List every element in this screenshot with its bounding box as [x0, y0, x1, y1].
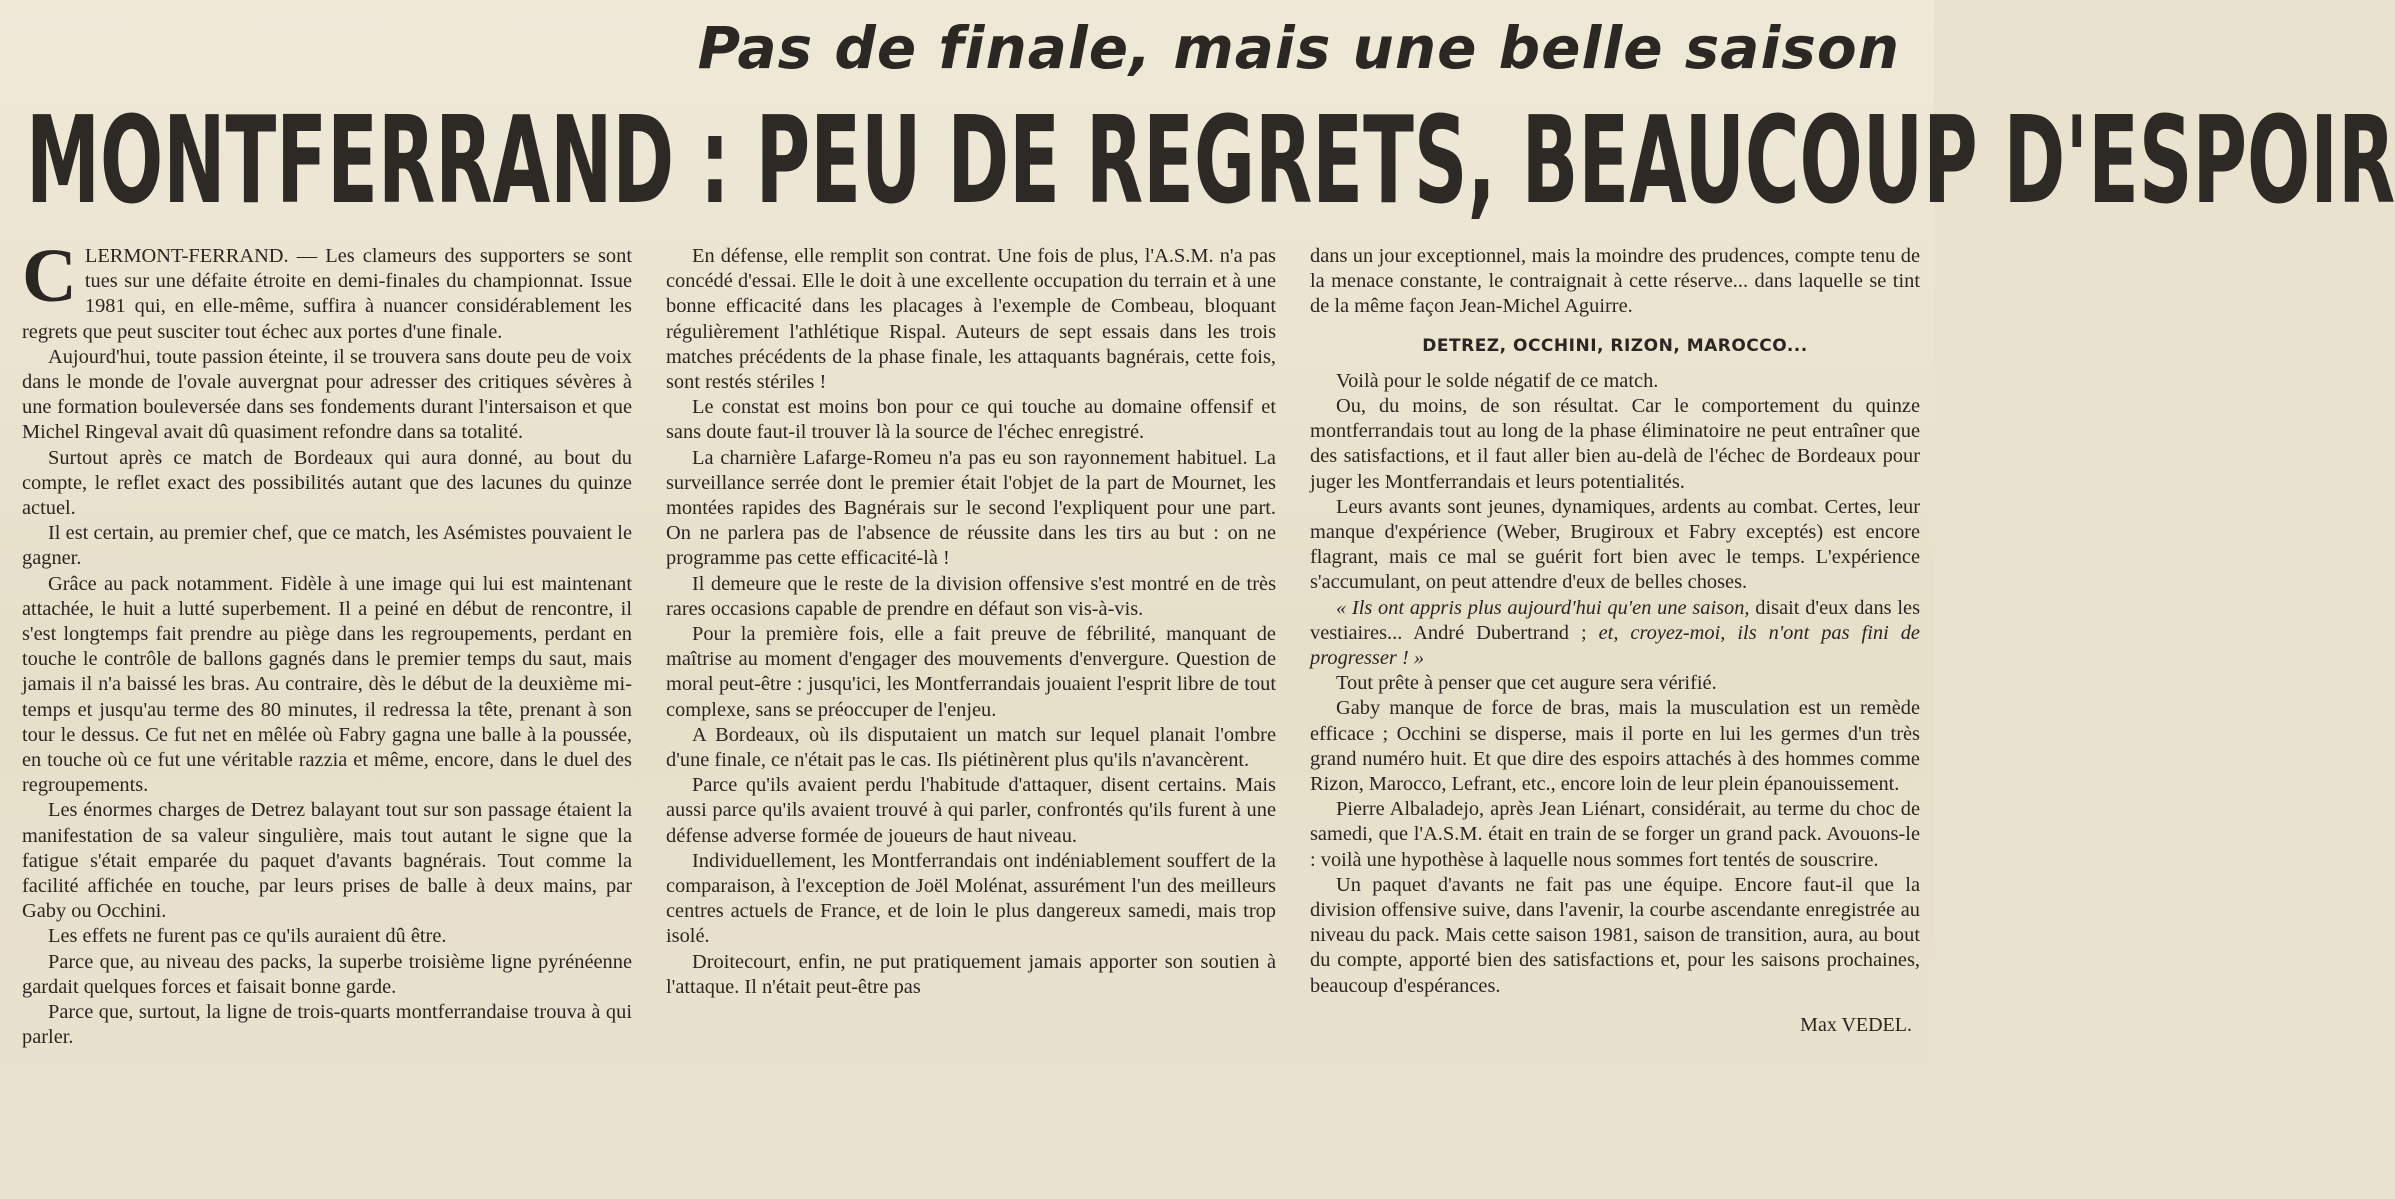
paragraph: La charnière Lafarge-Romeu n'a pas eu son rayonnement habituel. La surveillance serrée dont le premier était l'objet de la part de Mournet, les montées rapides des Bagnérais sur le second l'expliquent pour une part. On ne parlera pas de l'absence de réussite dans les tirs au but : on ne programme pas cette efficacité-là !: [666, 446, 1276, 570]
paragraph: Il demeure que le reste de la division offensive s'est montré en de très rares occasions capable de prendre en défaut son vis-à-vis.: [666, 572, 1276, 620]
paragraph: Leurs avants sont jeunes, dynamiques, ardents au combat. Certes, leur manque d'expérience (Weber, Brugiroux et Fabry exceptés) est encore flagrant, mais ce mal se guérit fort bien avec le temps. L'expérience s'accumulant, on peut attendre d'eux de belles choses.: [1310, 495, 1920, 594]
paragraph: Il est certain, au premier chef, que ce match, les Asémistes pouvaient le gagner.: [22, 522, 632, 570]
lead-text: LERMONT-FERRAND. — Les clameurs des supporters se sont tues sur une défaite étroite en demi-finales du championnat. Issue 1981 qui, en elle-même, suffira à nuancer considérablement les regrets que peut susciter tout échec aux portes d'une finale.: [22, 245, 632, 343]
paragraph: Individuellement, les Montferrandais ont indéniablement souffert de la comparaison, à l'exception de Joël Molénat, assurément l'un des meilleurs centres actuels de France, et de loin le plus dangereux samedi, mais trop isolé.: [666, 849, 1276, 948]
paragraph: Pour la première fois, elle a fait preuve de fébrilité, manquant de maîtrise au moment d'engager des mouvements d'envergure. Question de moral peut-être : jusqu'ici, les Montferrandais jouaient l'esprit libre de tout complexe, sans se préoccuper de l'enjeu.: [666, 623, 1276, 721]
paragraph: Voilà pour le solde négatif de ce match.: [1336, 369, 1659, 392]
paragraph: En défense, elle remplit son contrat. Une fois de plus, l'A.S.M. n'a pas concédé d'essai. Elle le doit à une excellente occupation du terrain et à une bonne efficacité dans les placages à l'exemple de Combeau, bloquant régulièrement l'athlétique Rispal. Auteurs de sept essais dans les trois matches précédents de la phase finale, les attaquants bagnérais, cette fois, sont restés stériles !: [666, 245, 1276, 394]
column-1: [22, 234, 632, 1144]
author-signature: Max VEDEL.: [1800, 1013, 1912, 1036]
lead-paragraph: [22, 234, 632, 345]
quote-part-2: et, croyez-moi, ils n'ont pas fini de progresser ! »: [1310, 621, 1920, 670]
quote-paragraph: [1310, 596, 1920, 672]
drop-cap: C: [22, 234, 77, 318]
column-3: [1310, 244, 1920, 1144]
paragraph: Surtout après ce match de Bordeaux qui aura donné, au bout du compte, le reflet exact des possibilités autant que des lacunes du quinze actuel.: [22, 446, 632, 520]
paragraph: Aujourd'hui, toute passion éteinte, il se trouvera sans doute peu de voix dans le monde de l'ovale auvergnat pour adresser des critiques sévères à une formation bouleversée dans ses fondements durant l'intersaison et que Michel Ringeval avait dû quasiment refondre dans sa totalité.: [22, 345, 632, 444]
paragraph: A Bordeaux, où ils disputaient un match sur lequel planait l'ombre d'une finale, ce n'était pas le cas. Ils piétinèrent plus qu'ils n'avancèrent.: [666, 723, 1276, 772]
paragraph: Parce que, surtout, la ligne de trois-quarts montferrandaise trouva à qui parler.: [22, 1001, 632, 1049]
column-2: [666, 244, 1276, 1144]
paragraph: Les effets ne furent pas ce qu'ils auraient dû être.: [48, 925, 447, 948]
paragraph: Ou, du moins, de son résultat. Car le comportement du quinze montferrandais tout au long de la phase éliminatoire ne peut entraîner que des satisfactions, et il faut aller bien au-delà de l'échec de Bordeaux pour juger les Montferrandais et leurs potentialités.: [1310, 395, 1920, 493]
paragraph: Parce qu'ils avaient perdu l'habitude d'attaquer, disent certains. Mais aussi parce qu'ils avaient trouvé à qui parler, confrontés qu'ils furent à une défense adverse formée de joueurs de haut niveau.: [666, 774, 1276, 847]
paragraph: Le constat est moins bon pour ce qui touche au domaine offensif et sans doute faut-il trouver là la source de l'échec enregistré.: [666, 396, 1276, 444]
paragraph: Droitecourt, enfin, ne put pratiquement jamais apporter son soutien à l'attaque. Il n'était peut-être pas: [666, 950, 1276, 998]
paragraph: Tout prête à penser que cet augure sera vérifié.: [1336, 672, 1717, 695]
paragraph: Gaby manque de force de bras, mais la musculation est un remède efficace ; Occhini se disperse, mais il porte en lui les germes d'un très grand numéro huit. Et que dire des espoirs attachés à des hommes comme Rizon, Marocco, Lefrant, etc., encore loin de leur plein épanouissement.: [1310, 697, 1920, 796]
kicker-title: Pas de finale, mais une belle saison: [697, 14, 1900, 82]
quote-attribution: disait d'eux dans les vestiaires... André Dubertrand ;: [1310, 596, 1921, 644]
paragraph: Parce que, au niveau des packs, la superbe troisième ligne pyrénéenne gardait quelques forces et faisait bonne garde.: [22, 950, 632, 998]
headline: MONTFERRAND : PEU DE REGRETS, BEAUCOUP D'ESPOIR: [26, 92, 2395, 231]
paragraph: Un paquet d'avants ne fait pas une équipe. Encore faut-il que la division offensive suive, dans l'avenir, la courbe ascendante enregistrée au niveau du pack. Mais cette saison 1981, saison de transition, aura, au bout du compte, apporté bien des satisfactions et, pour les saisons prochaines, beaucoup d'espérances.: [1310, 873, 1920, 997]
paragraph: dans un jour exceptionnel, mais la moindre des prudences, compte tenu de la menace constante, le contraignait à cette réserve... dans laquelle se tint de la même façon Jean-Michel Aguirre.: [1310, 245, 1920, 318]
paragraph: Les énormes charges de Detrez balayant tout sur son passage étaient la manifestation de sa valeur singulière, mais tout autant le signe que la fatigue s'était emparée du paquet d'avants bagnérais. Tout comme la facilité affichée en touche, par leurs prises de balle à deux mains, par Gaby ou Occhini.: [22, 799, 632, 923]
paragraph: Grâce au pack notamment. Fidèle à une image qui lui est maintenant attachée, le huit a lutté superbement. Il a peiné en début de rencontre, il s'est longtemps fait prendre au piège dans les regroupements, perdant en touche le contrôle de ballons gagnés dans le premier temps du saut, mais jamais il n'a baissé les bras. Au contraire, dès le début de la deuxième mi-temps et jusqu'au terme des 80 minutes, il redressa la tête, prenant à son tour le dessus. Ce fut net en mêlée où Fabry gagna une balle à la poussée, en touche où ce fut une véritable razzia et même, encore, dans le duel des regroupements.: [22, 572, 632, 797]
paragraph: Pierre Albaladejo, après Jean Liénart, considérait, au terme du choc de samedi, que l'A.S.M. était en train de se forger un grand pack. Avouons-le : voilà une hypothèse à laquelle nous sommes fort tentés de souscrire.: [1310, 798, 1920, 871]
quote-part-1: « Ils ont appris plus aujourd'hui qu'en une saison,: [1336, 596, 1750, 619]
section-subhead: DETREZ, OCCHINI, RIZON, MAROCCO...: [1422, 335, 1808, 356]
article-body: [22, 234, 1921, 1144]
